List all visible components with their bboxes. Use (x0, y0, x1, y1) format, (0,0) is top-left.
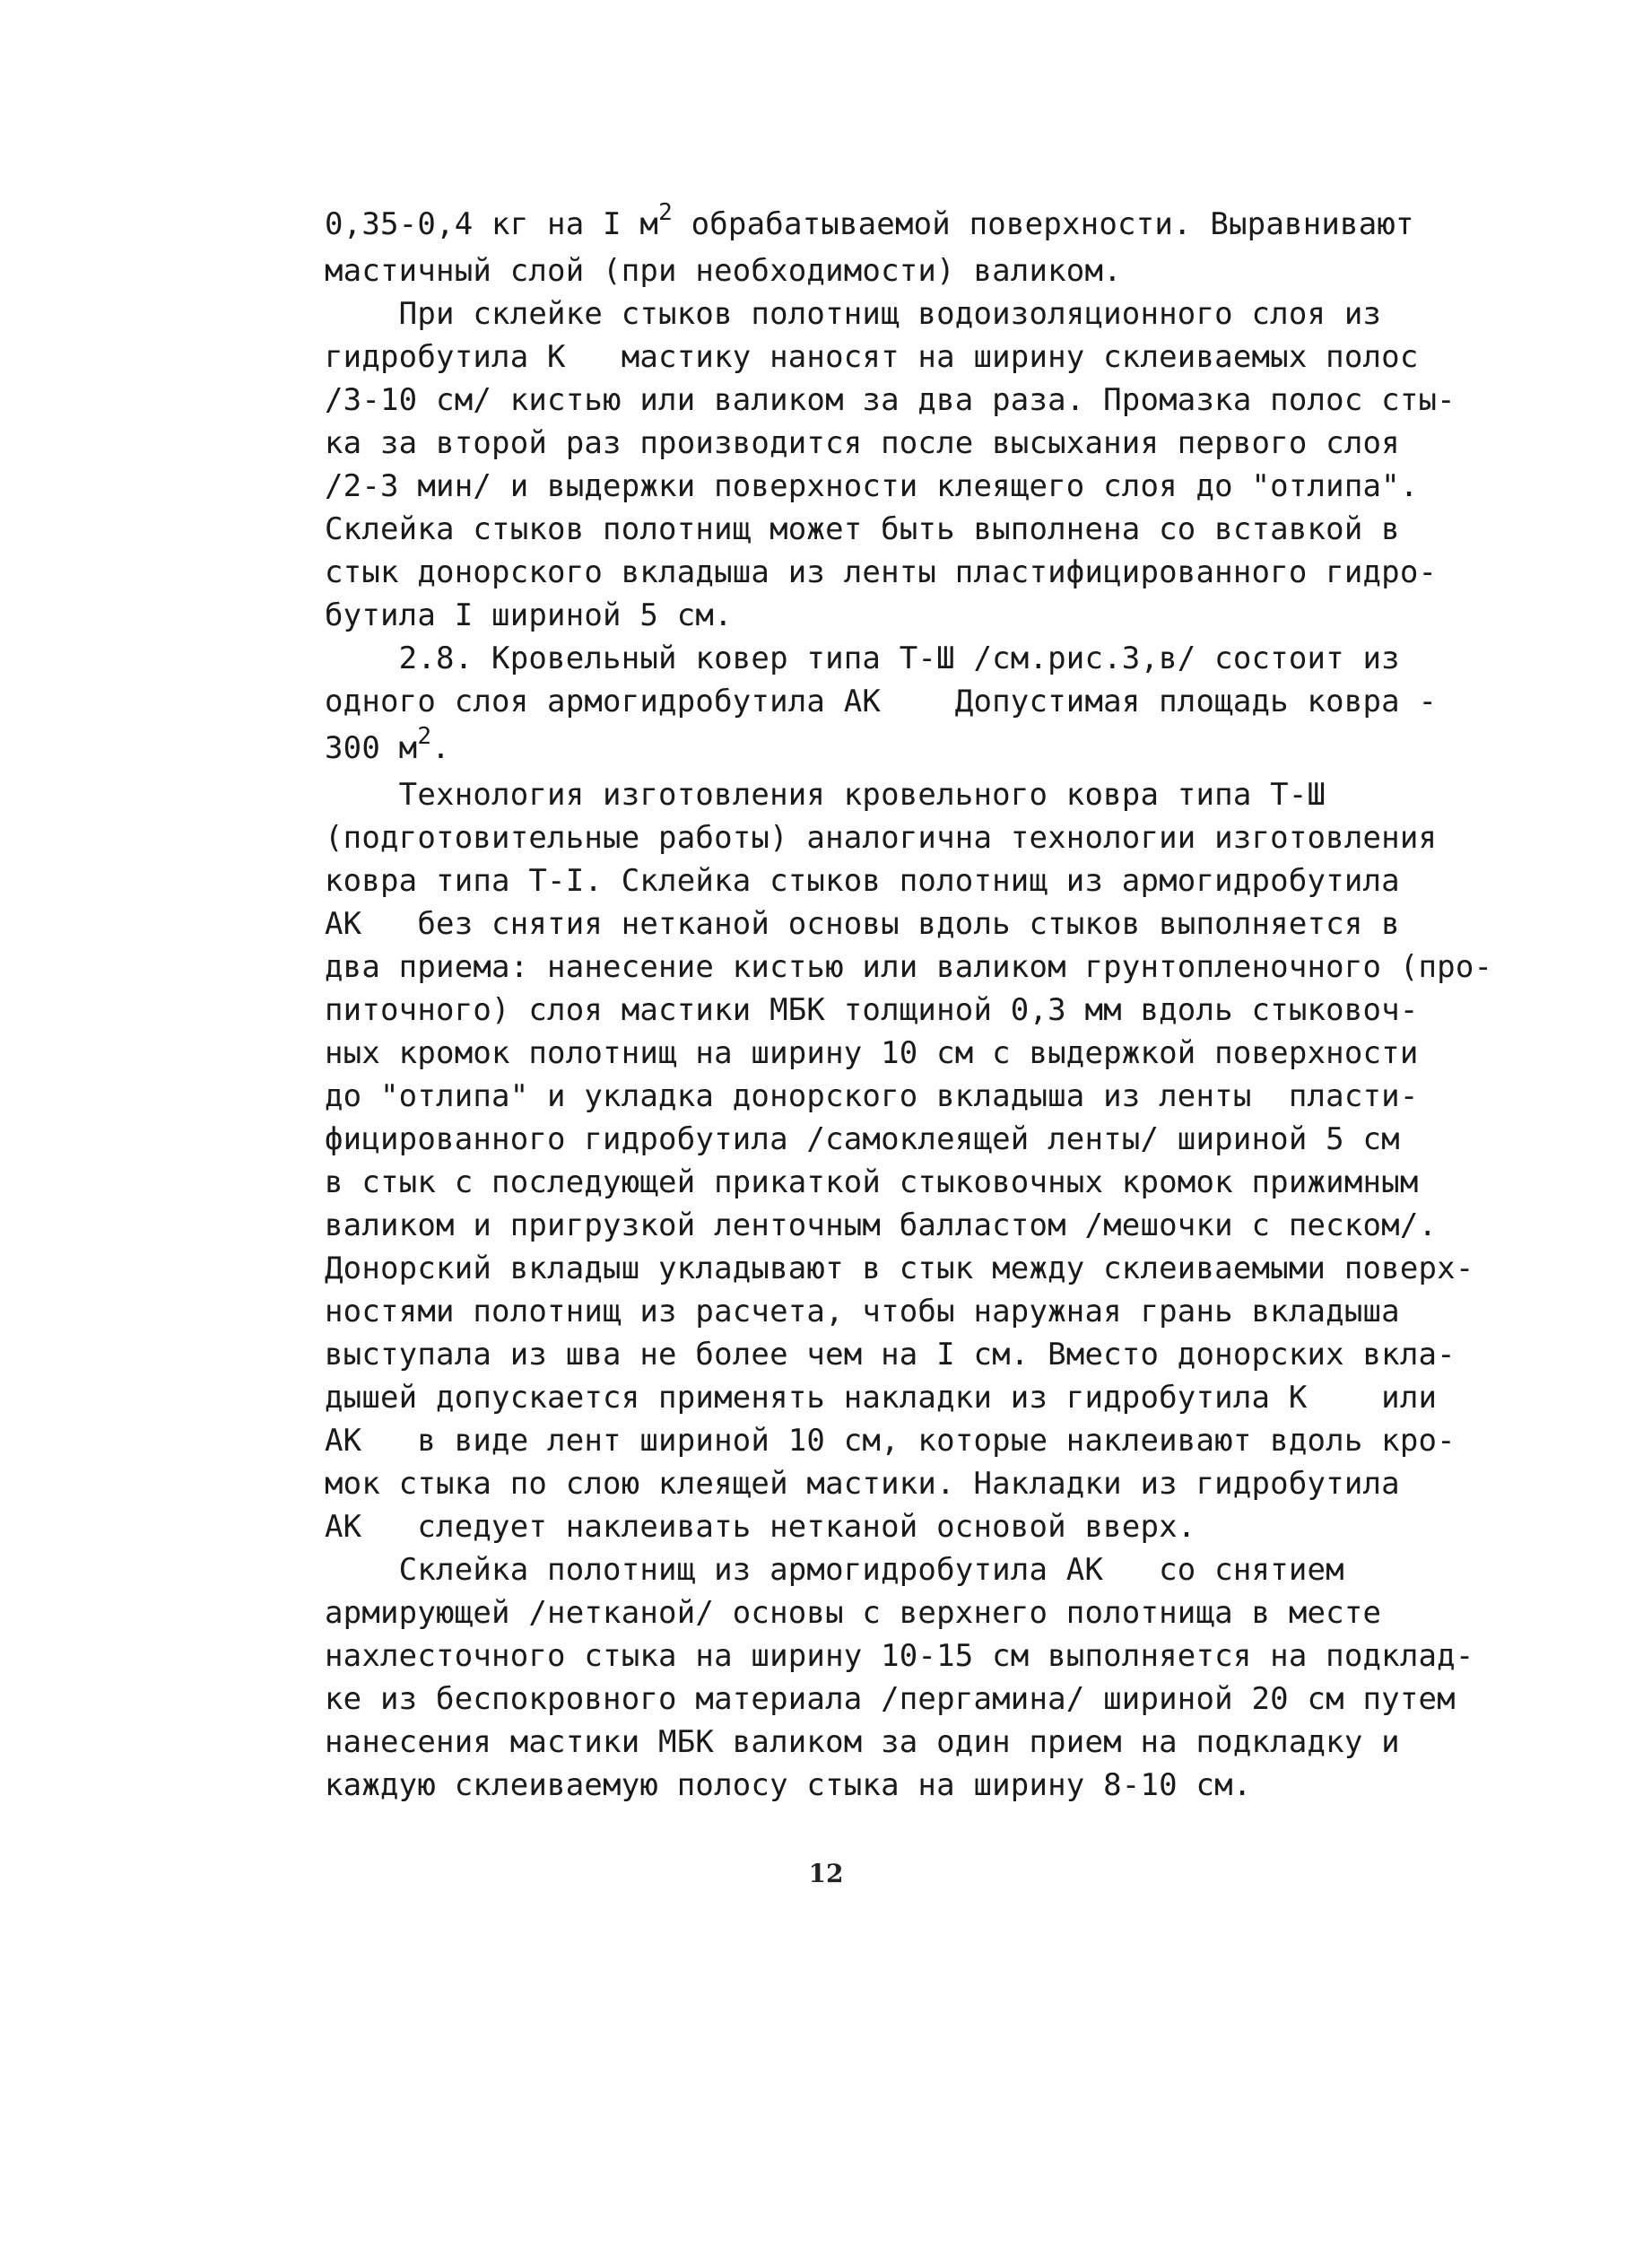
text-run: (подготовительные работы) аналогична технологии изготовления (325, 820, 1438, 856)
text-line (325, 902, 1455, 946)
text-run: 2.8. Кровельный ковер типа Т-Ш /см.рис.3,в/ состоит из (325, 641, 1400, 676)
text-line (325, 199, 1455, 249)
text-run: каждую склеиваемую полосу стыка на ширину 8-10 см. (325, 1767, 1252, 1803)
text-run: Склейка полотнищ из армогидробутила АК со снятием (325, 1552, 1344, 1588)
text-line (325, 1505, 1455, 1548)
text-line (325, 1161, 1455, 1204)
text-run: армирующей /нетканой/ основы с верхнего полотнища в месте (325, 1595, 1382, 1631)
text-line (325, 551, 1455, 594)
text-line (325, 1548, 1455, 1591)
text-line (325, 1333, 1455, 1376)
text-run: выступала из шва не более чем на I см. Вместо донорских вкла- (325, 1337, 1456, 1373)
text-run: /3-10 см/ кистью или валиком за два раза. Промазка полос сты- (325, 382, 1456, 418)
text-run: гидробутила К мастику наносят на ширину склеиваемых полос (325, 339, 1419, 375)
text-run: При склейке стыков полотнищ водоизоляционного слоя из (325, 296, 1382, 332)
text-line (325, 1075, 1455, 1118)
text-run: валиком и пригрузкой ленточным балластом /мешочки с песком/. (325, 1207, 1438, 1243)
text-run: одного слоя армогидробутила АК Допустимая площадь ковра - (325, 684, 1438, 719)
text-run: обрабатываемой поверхности. Выравнивают (672, 206, 1414, 242)
text-run: нанесения мастики МБК валиком за один прием на подкладку и (325, 1724, 1400, 1760)
text-line (325, 379, 1455, 422)
text-line (325, 1204, 1455, 1247)
text-run: питочного) слоя мастики МБК толщиной 0,3 мм вдоль стыковоч- (325, 992, 1419, 1028)
paragraph (325, 199, 1455, 292)
text-line (325, 723, 1455, 773)
text-line (325, 1419, 1455, 1462)
text-line (325, 1290, 1455, 1333)
text-run: нахлесточного стыка на ширину 10-15 см выполняется на подклад- (325, 1638, 1474, 1674)
paragraph (325, 1548, 1474, 1807)
text-line (325, 249, 1455, 292)
text-run: /2-3 мин/ и выдержки поверхности клеящего слоя до "отлипа". (325, 468, 1419, 504)
paragraph (325, 292, 1455, 637)
superscript: 2 (417, 723, 432, 750)
text-line (325, 336, 1455, 379)
text-run: мастичный слой (при необходимости) валиком. (325, 253, 1122, 289)
text-line (325, 1764, 1455, 1807)
text-line (325, 946, 1493, 989)
text-line (325, 1721, 1455, 1764)
paragraph (325, 637, 1455, 773)
text-line (325, 422, 1455, 465)
text-line (325, 1118, 1455, 1161)
text-run: мок стыка по слою клеящей мастики. Накладки из гидробутила (325, 1466, 1400, 1502)
text-run: стык донорского вкладыша из ленты пластифицированного гидро- (325, 554, 1438, 590)
text-line (325, 465, 1455, 508)
text-line (325, 1247, 1474, 1290)
text-run: ковра типа Т-I. Склейка стыков полотнищ из армогидробутила (325, 863, 1400, 899)
text-run: . (431, 730, 450, 766)
text-run: Технология изготовления кровельного ковра типа Т-Ш (325, 777, 1326, 813)
page-number: 12 (808, 1859, 844, 1888)
text-line (325, 1032, 1455, 1075)
text-line (325, 508, 1455, 551)
text-run: Склейка стыков полотнищ может быть выполнена со вставкой в (325, 511, 1400, 547)
text-run: ке из беспокровного материала /пергамина/ шириной 20 см путем (325, 1681, 1456, 1717)
text-line (325, 1678, 1455, 1721)
text-run: бутила I шириной 5 см. (325, 597, 733, 633)
text-line (325, 292, 1455, 336)
text-line (325, 1634, 1474, 1678)
text-run: ка за второй раз производится после высыхания первого слоя (325, 425, 1400, 461)
text-run: 0,35-0,4 кг на I м (325, 206, 659, 242)
text-line (325, 859, 1455, 902)
text-run: АК без снятия нетканой основы вдоль стыков выполняется в (325, 906, 1400, 942)
text-line (325, 594, 1455, 637)
text-line (325, 1462, 1455, 1505)
text-run: два приема: нанесение кистью или валиком грунтопленочного (про- (325, 949, 1493, 985)
text-line (325, 773, 1455, 816)
paragraph (325, 773, 1493, 1548)
text-line (325, 680, 1455, 723)
text-run: ных кромок полотнищ на ширину 10 см с выдержкой поверхности (325, 1035, 1419, 1071)
text-line (325, 989, 1455, 1032)
text-line (325, 637, 1455, 680)
text-run: ностями полотнищ из расчета, чтобы наружная грань вкладыша (325, 1294, 1400, 1329)
text-line (325, 816, 1455, 859)
body-text (325, 199, 1493, 1807)
text-line (325, 1376, 1455, 1419)
text-line (325, 1591, 1455, 1634)
text-run: Донорский вкладыш укладывают в стык между склеиваемыми поверх- (325, 1251, 1474, 1286)
superscript: 2 (658, 199, 673, 226)
text-run: АК в виде лент шириной 10 см, которые наклеивают вдоль кро- (325, 1423, 1456, 1459)
text-run: фицированного гидробутила /самоклеящей ленты/ шириной 5 см (325, 1121, 1400, 1157)
text-run: до "отлипа" и укладка донорского вкладыша из ленты пласти- (325, 1078, 1419, 1114)
text-run: дышей допускается применять накладки из гидробутила К или (325, 1380, 1438, 1416)
text-run: 300 м (325, 730, 418, 766)
text-run: АК следует наклеивать нетканой основой вверх. (325, 1509, 1196, 1545)
text-run: в стык с последующей прикаткой стыковочных кромок прижимным (325, 1164, 1419, 1200)
